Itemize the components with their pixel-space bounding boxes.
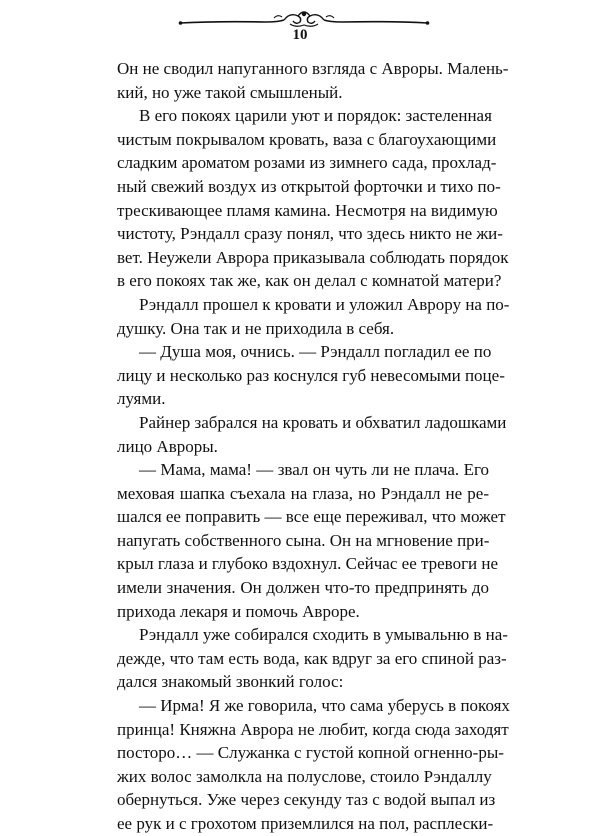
text-line: меховая шапка съехала на глаза, но Рэндалл не ре-	[117, 483, 489, 503]
paragraph	[117, 57, 509, 104]
text-line: чистым покрывалом кровать, ваза с благоухающими	[117, 129, 497, 149]
text-line: лицо Авроры.	[117, 436, 218, 456]
text-line: прихода лекаря и помочь Авроре.	[117, 601, 360, 621]
text-line: в его покоях так же, как он делал с комнатой матери?	[117, 271, 502, 291]
text-line: — Душа моя, очнись. — Рэндалл погладил ее по	[139, 342, 492, 362]
text-line: Рэндалл прошел к кровати и уложил Аврору на по-	[139, 294, 510, 314]
body-text	[117, 57, 510, 836]
text-line: посторо… — Служанка с густой копной огненно-ры-	[117, 743, 504, 763]
text-line: напугать собственного сына. Он на мгновение при-	[117, 530, 490, 550]
text-line: Рэндалл уже собирался сходить в умывальню в на-	[139, 625, 508, 645]
text-line: ный свежий воздух из открытой форточки и тихо по-	[117, 176, 501, 196]
text-line: обернуться. Уже через секунду таз с водой выпал из	[117, 790, 496, 810]
text-line: сладким ароматом розами из зимнего сада, прохлад-	[117, 153, 497, 173]
page-number: 10	[292, 27, 308, 43]
text-line: В его покоях царили уют и порядок: застеленная	[139, 106, 492, 126]
text-line: кий, но уже такой смышленый.	[117, 82, 343, 102]
text-line: лицу и несколько раз коснулся губ невесомыми поце-	[117, 365, 505, 385]
text-line: Райнер забрался на кровать и обхватил ладошками	[139, 412, 507, 432]
text-line: трескивающее пламя камина. Несмотря на видимую	[117, 200, 498, 220]
text-line: дежде, что там есть вода, как вдруг за его спиной раз-	[117, 648, 507, 668]
text-line: ее рук и с грохотом приземлился на пол, расплески-	[117, 814, 494, 833]
paragraph	[117, 340, 505, 411]
paragraph	[117, 458, 506, 623]
text-line: — Мама, мама! — звал он чуть ли не плача. Его	[139, 460, 489, 480]
text-line: шался ее поправить — все еще переживал, что может	[117, 507, 506, 527]
paragraph	[117, 104, 509, 293]
text-line: жих волос замолкла на полуслове, стоило Рэндаллу	[117, 766, 492, 786]
text-line: принца! Княжна Аврора не любит, когда сюда заходят	[117, 719, 509, 739]
text-line: Он не сводил напуганного взгляда с Авроры. Малень-	[117, 59, 509, 78]
text-line: душку. Она так и не приходила в себя.	[117, 318, 395, 338]
text-line: луями.	[117, 389, 166, 409]
text-line: чистоту, Рэндалл сразу понял, что здесь никто не жи-	[117, 224, 503, 244]
text-line: имели значения. Он должен что-то предпринять до	[117, 578, 489, 598]
text-line: — Ирма! Я же говорила, что сама уберусь в покоях	[139, 696, 510, 716]
paragraph	[117, 623, 508, 694]
paragraph	[117, 411, 507, 458]
paragraph	[117, 293, 510, 340]
paragraph	[117, 694, 510, 836]
text-line: крыл глаза и глубоко вздохнул. Сейчас ее тревоги не	[117, 554, 499, 574]
text-line: дался знакомый звонкий голос:	[117, 672, 344, 692]
text-line: вет. Неужели Аврора приказывала соблюдать порядок	[117, 247, 509, 267]
